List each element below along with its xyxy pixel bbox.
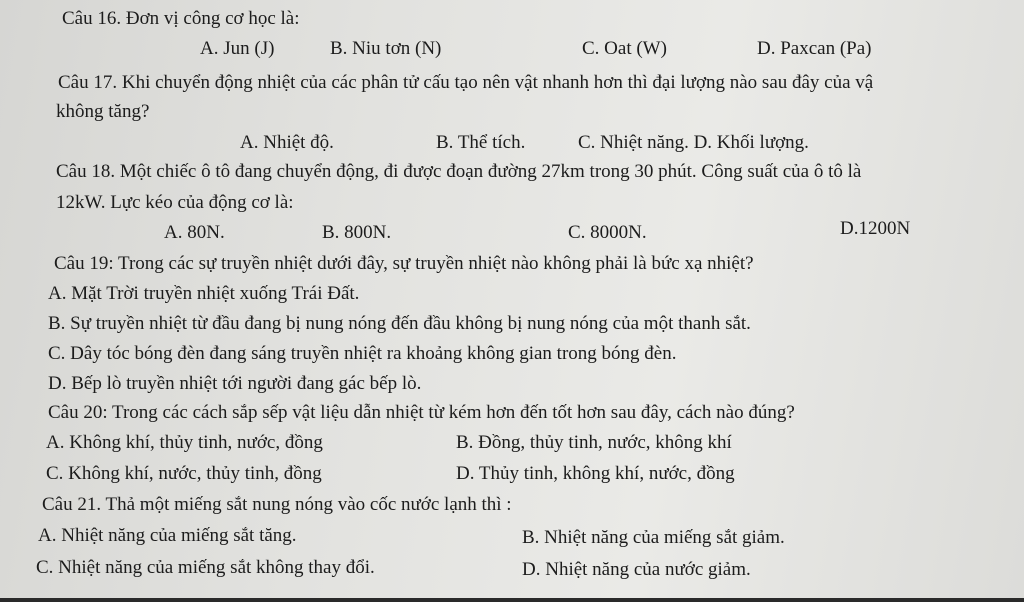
q19-stem: Câu 19: Trong các sự truyền nhiệt dưới đây, sự truyền nhiệt nào không phải là bức xạ nhiệt? bbox=[54, 253, 754, 274]
q18-option-a: A. 80N. bbox=[164, 222, 225, 243]
q20-stem: Câu 20: Trong các cách sắp sếp vật liệu dẫn nhiệt từ kém hơn đến tốt hơn sau đây, cách nào đúng? bbox=[48, 402, 795, 423]
q19-option-a: A. Mặt Trời truyền nhiệt xuống Trái Đất. bbox=[48, 283, 360, 304]
q17-stem-line2: không tăng? bbox=[56, 101, 150, 122]
q17-option-cd: C. Nhiệt năng. D. Khối lượng. bbox=[578, 132, 809, 153]
q18-option-c: C. 8000N. bbox=[568, 222, 647, 243]
q16-option-d: D. Paxcan (Pa) bbox=[757, 38, 872, 59]
q20-option-b: B. Đồng, thủy tinh, nước, không khí bbox=[456, 432, 732, 453]
page-bottom-edge bbox=[0, 598, 1024, 602]
q20-option-d: D. Thủy tinh, không khí, nước, đồng bbox=[456, 463, 735, 484]
q17-stem-line1: Câu 17. Khi chuyển động nhiệt của các phân tử cấu tạo nên vật nhanh hơn thì đại lượng nào sau đây của vậ bbox=[58, 72, 874, 93]
q20-option-c: C. Không khí, nước, thủy tinh, đồng bbox=[46, 463, 322, 484]
q20-option-a: A. Không khí, thủy tinh, nước, đồng bbox=[46, 432, 323, 453]
q18-option-d: D.1200N bbox=[840, 218, 911, 239]
q19-option-b: B. Sự truyền nhiệt từ đầu đang bị nung nóng đến đầu không bị nung nóng của một thanh sắt. bbox=[48, 313, 751, 334]
q18-stem-line1: Câu 18. Một chiếc ô tô đang chuyển động, đi được đoạn đường 27km trong 30 phút. Công suất của ô tô là bbox=[56, 161, 862, 182]
q21-option-d: D. Nhiệt năng của nước giảm. bbox=[522, 559, 751, 580]
q21-stem: Câu 21. Thả một miếng sắt nung nóng vào cốc nước lạnh thì : bbox=[42, 494, 512, 515]
q19-option-c: C. Dây tóc bóng đèn đang sáng truyền nhiệt ra khoảng không gian trong bóng đèn. bbox=[48, 343, 677, 364]
q18-stem-line2: 12kW. Lực kéo của động cơ là: bbox=[56, 192, 294, 213]
q21-option-a: A. Nhiệt năng của miếng sắt tăng. bbox=[38, 525, 297, 546]
q17-option-b: B. Thể tích. bbox=[436, 132, 526, 153]
q21-option-b: B. Nhiệt năng của miếng sắt giảm. bbox=[522, 527, 785, 548]
q17-option-a: A. Nhiệt độ. bbox=[240, 132, 334, 153]
q16-option-b: B. Niu tơn (N) bbox=[330, 38, 442, 59]
q16-option-a: A. Jun (J) bbox=[200, 38, 275, 59]
q19-option-d: D. Bếp lò truyền nhiệt tới người đang gác bếp lò. bbox=[48, 373, 422, 394]
q21-option-c: C. Nhiệt năng của miếng sắt không thay đổi. bbox=[36, 557, 375, 578]
q16-option-c: C. Oat (W) bbox=[582, 38, 667, 59]
q18-option-b: B. 800N. bbox=[322, 222, 392, 243]
q16-stem: Câu 16. Đơn vị công cơ học là: bbox=[62, 8, 300, 29]
